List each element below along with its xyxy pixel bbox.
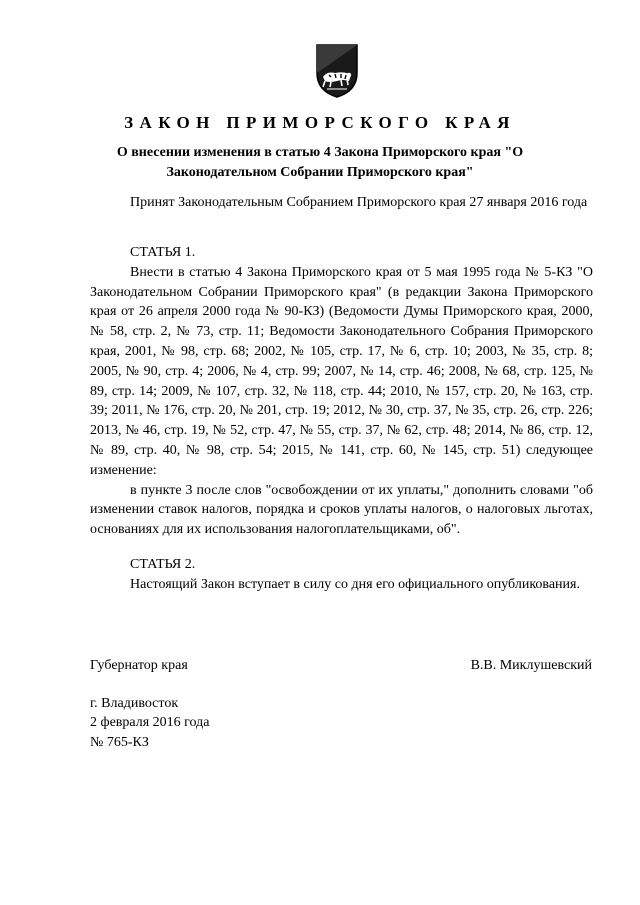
document-footer (90, 694, 210, 752)
adoption-statement: Принят Законодательным Собранием Приморского края 27 января 2016 года (130, 195, 588, 210)
footer-number: № 765-КЗ (90, 734, 149, 750)
article-2 (90, 555, 593, 595)
article-heading: СТАТЬЯ 1. (130, 245, 196, 260)
subtitle-line: О внесении изменения в статью 4 Закона Приморского края "О (116, 145, 524, 160)
signatory-position: Губернатор края (90, 658, 188, 673)
subtitle-line: Законодательном Собрании Приморского края" (166, 165, 474, 180)
article-paragraph: в пункте 3 после слов "освобождении от их уплаты," дополнить словами "об изменении ставок налогов, порядка и сроков уплаты налогов, о налоговых льготах, основаниях для их использования налогоплательщиками, об". (90, 482, 593, 538)
article-1 (90, 243, 593, 540)
article-paragraph: Внести в статью 4 Закона Приморского края от 5 мая 1995 года № 5-КЗ "О Законодательном Собрании Приморского края" (в редакции Закона Приморского края от 26 апреля 2000 года № 90-КЗ) (Ведомости Думы Приморского края, 2000, № 58, стр. 2, № 73, стр. 11; Ведомости Законодательного Собрания Приморского края, 2001, № 98, стр. 68; 2002, № 105, стр. 17, № 6, стр. 10; 2003, № 35, стр. 8; 2005, № 90, стр. 4; 2006, № 4, стр. 99; 2007, № 14, стр. 46; 2008, № 68, стр. 125, № 89, стр. 14; 2009, № 107, стр. 32, № 118, стр. 44; 2010, № 157, стр. 20, № 163, стр. 39; 2011, № 176, стр. 20, № 201, стр. 19; 2012, № 30, стр. 37, № 35, стр. 26, стр. 226; 2013, № 46, стр. 19, № 52, стр. 47, № 55, стр. 37, № 62, стр. 48; 2014, № 86, стр. 12, № 89, стр. 40, № 98, стр. 54; 2015, № 141, стр. 60, № 145, стр. 51) следующее изменение: (90, 264, 593, 478)
article-paragraph: Настоящий Закон вступает в силу со дня его официального опубликования. (130, 576, 580, 592)
signatory-name: В.В. Миклушевский (470, 658, 592, 673)
primorsky-krai-coat-of-arms-icon (315, 43, 359, 99)
footer-date: 2 февраля 2016 года (90, 715, 210, 731)
article-heading: СТАТЬЯ 2. (130, 557, 196, 572)
law-subtitle (100, 143, 540, 183)
law-title: ЗАКОН ПРИМОРСКОГО КРАЯ (124, 113, 516, 132)
footer-city: г. Владивосток (90, 696, 179, 711)
